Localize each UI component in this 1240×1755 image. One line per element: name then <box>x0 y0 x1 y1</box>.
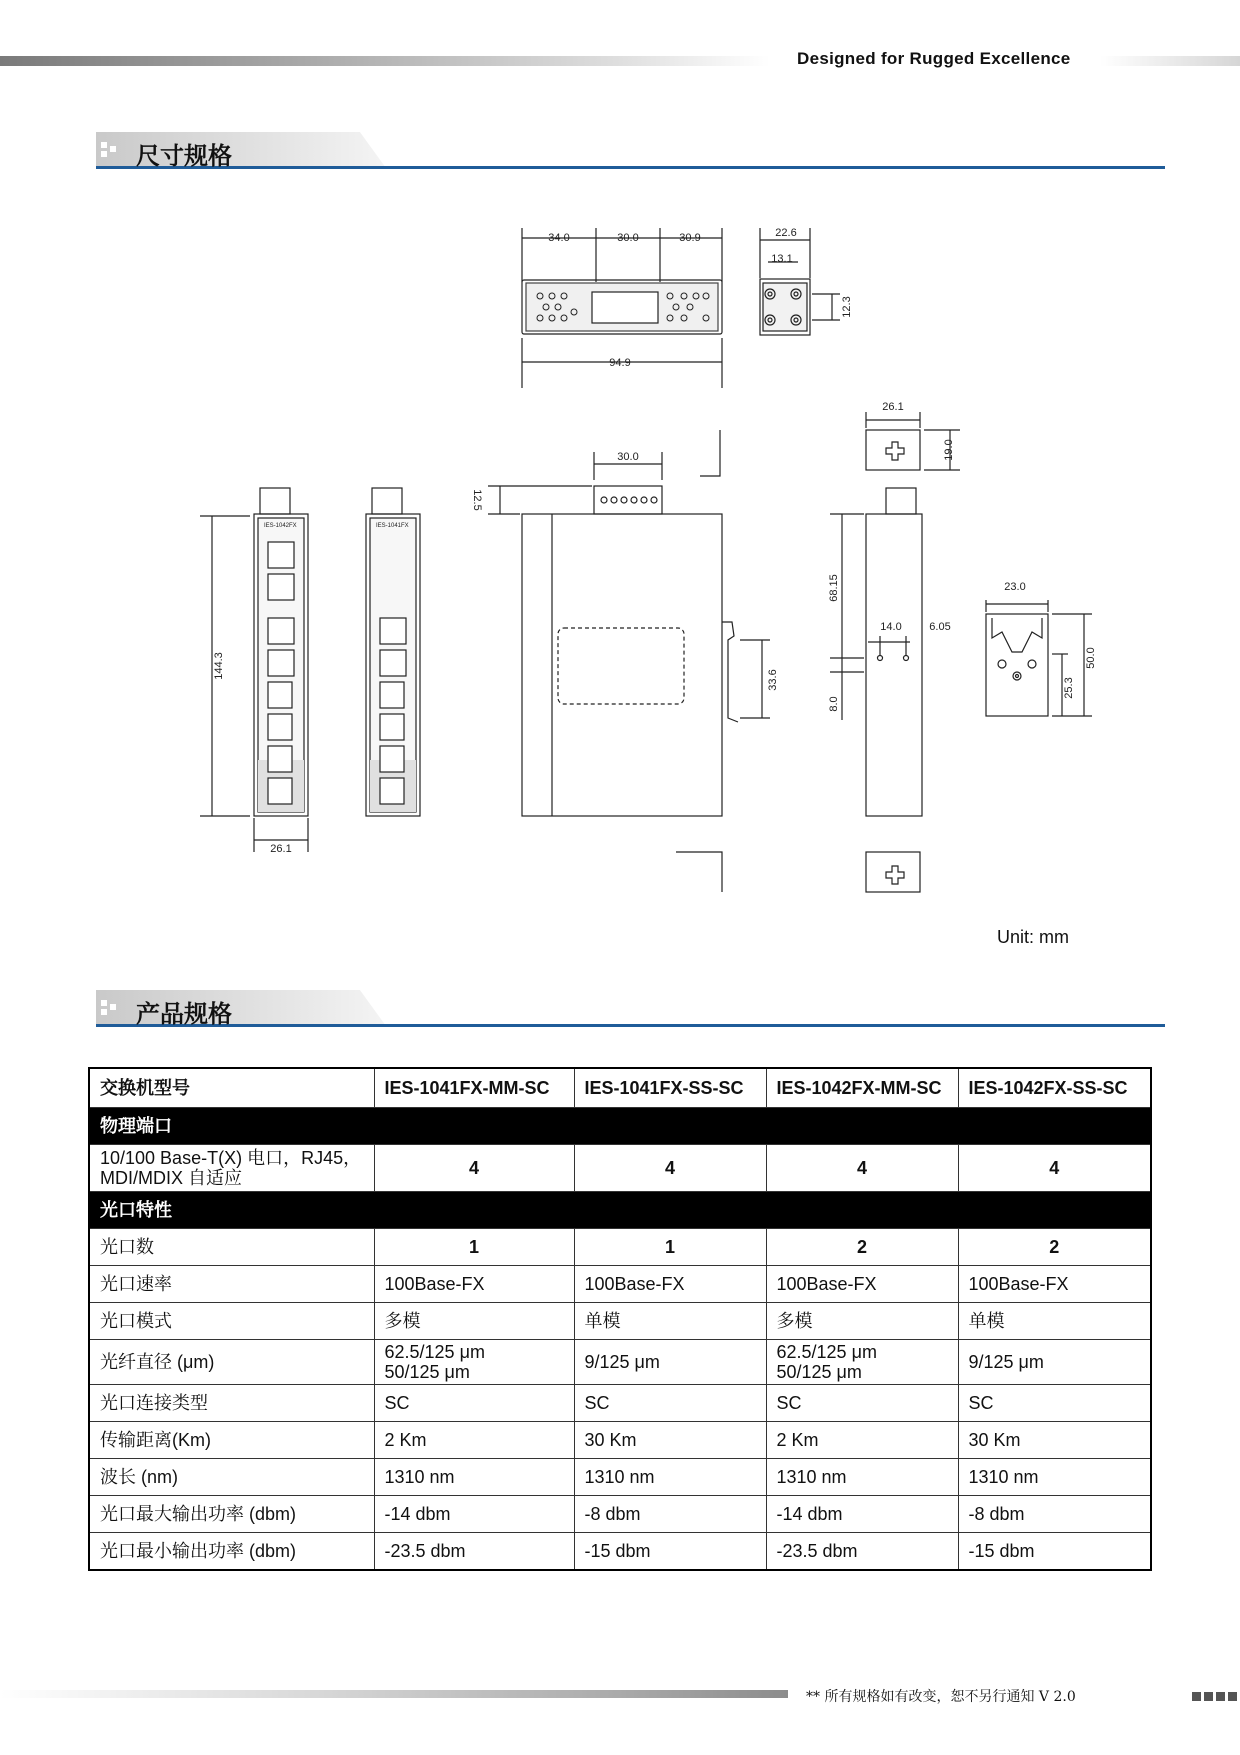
table-cell: 2 <box>958 1229 1151 1266</box>
dim-label: 12.5 <box>471 489 483 511</box>
row-label: 传输距离(Km) <box>89 1422 374 1459</box>
table-cell: 1 <box>574 1229 766 1266</box>
dim-label: 30.0 <box>617 232 639 244</box>
table-cell: 1310 nm <box>574 1459 766 1496</box>
table-cell: 4 <box>766 1145 958 1192</box>
cell-line: 50/125 μm <box>776 1362 862 1382</box>
dim-label: 94.9 <box>609 357 631 369</box>
table-cell: 9/125 μm <box>574 1340 766 1385</box>
model-label: IES-1041FX <box>376 523 409 529</box>
table-cell: 100Base-FX <box>574 1266 766 1303</box>
table-row <box>89 1266 1151 1303</box>
dim-label: 14.0 <box>880 621 902 633</box>
dim-label: 23.0 <box>1004 581 1026 593</box>
table-cell: -8 dbm <box>958 1496 1151 1533</box>
table-cell: SC <box>766 1385 958 1422</box>
header-cell: IES-1041FX-SS-SC <box>574 1068 766 1108</box>
group-label: 物理端口 <box>89 1108 1151 1145</box>
table-cell: -14 dbm <box>766 1496 958 1533</box>
table-cell: -8 dbm <box>574 1496 766 1533</box>
dim-label: 50.0 <box>1085 647 1097 669</box>
dim-label: 6.05 <box>929 621 951 633</box>
table-cell: 4 <box>574 1145 766 1192</box>
table-cell: 9/125 μm <box>958 1340 1151 1385</box>
dim-label: 19.0 <box>943 439 955 461</box>
table-cell: SC <box>374 1385 574 1422</box>
row-label: 光口数 <box>89 1229 374 1266</box>
table-cell: 4 <box>958 1145 1151 1192</box>
cell-line: 62.5/125 μm <box>776 1342 877 1362</box>
tagline: Designed for Rugged Excellence <box>797 49 1071 68</box>
table-cell: 100Base-FX <box>766 1266 958 1303</box>
cell-line: 50/125 μm <box>384 1362 470 1382</box>
row-label-line: MDI/MDIX 自适应 <box>100 1168 242 1188</box>
table-cell: 2 <box>766 1229 958 1266</box>
table-row <box>89 1303 1151 1340</box>
dim-label: 25.3 <box>1063 677 1075 699</box>
table-cell: -15 dbm <box>958 1533 1151 1571</box>
model-label: IES-1042FX <box>264 523 297 529</box>
row-label: 光口模式 <box>89 1303 374 1340</box>
table-cell: 2 Km <box>766 1422 958 1459</box>
table-row <box>89 1533 1151 1571</box>
dim-label: 8.0 <box>828 696 840 712</box>
table-cell: 30 Km <box>958 1422 1151 1459</box>
table-header-row <box>89 1068 1151 1108</box>
table-row <box>89 1422 1151 1459</box>
table-cell <box>766 1340 958 1385</box>
unit-label: Unit: mm <box>997 927 1069 947</box>
section-underline <box>96 1024 1165 1027</box>
table-row <box>89 1385 1151 1422</box>
table-group-row <box>89 1192 1151 1229</box>
table-cell: -15 dbm <box>574 1533 766 1571</box>
section-bullet-icon <box>101 1000 117 1016</box>
table-cell: 4 <box>374 1145 574 1192</box>
table-cell: 1310 nm <box>958 1459 1151 1496</box>
section-title-specs: 产品规格 <box>136 1001 232 1028</box>
table-cell: 1 <box>374 1229 574 1266</box>
table-cell: 1310 nm <box>374 1459 574 1496</box>
table-row <box>89 1496 1151 1533</box>
spec-table <box>88 1067 1152 1571</box>
row-label-line: 10/100 Base-T(X) 电口，RJ45， <box>100 1148 362 1168</box>
dim-label: 68.15 <box>828 574 840 602</box>
header-cell: 交换机型号 <box>89 1068 374 1108</box>
row-label: 波长 (nm) <box>89 1459 374 1496</box>
table-cell <box>374 1340 574 1385</box>
table-cell: -14 dbm <box>374 1496 574 1533</box>
table-cell: 100Base-FX <box>374 1266 574 1303</box>
table-row <box>89 1229 1151 1266</box>
table-cell: SC <box>574 1385 766 1422</box>
table-row <box>89 1459 1151 1496</box>
table-group-row <box>89 1108 1151 1145</box>
row-label: 光口速率 <box>89 1266 374 1303</box>
cell-line: 62.5/125 μm <box>384 1342 485 1362</box>
table-cell: 单模 <box>958 1303 1151 1340</box>
footer-bar <box>0 1690 788 1698</box>
row-label: 光口连接类型 <box>89 1385 374 1422</box>
table-cell: 单模 <box>574 1303 766 1340</box>
dim-label: 26.1 <box>882 401 904 413</box>
table-cell: 2 Km <box>374 1422 574 1459</box>
dim-label: 30.0 <box>617 451 639 463</box>
row-label <box>89 1145 374 1192</box>
table-cell: 100Base-FX <box>958 1266 1151 1303</box>
row-label: 光口最小输出功率 (dbm) <box>89 1533 374 1571</box>
header-cell: IES-1042FX-MM-SC <box>766 1068 958 1108</box>
row-label: 光纤直径 (μm) <box>89 1340 374 1385</box>
header-cell: IES-1041FX-MM-SC <box>374 1068 574 1108</box>
table-row <box>89 1340 1151 1385</box>
dim-label: 26.1 <box>270 843 292 855</box>
table-cell: SC <box>958 1385 1151 1422</box>
dim-label: 144.3 <box>213 652 225 680</box>
table-cell: 多模 <box>766 1303 958 1340</box>
table-cell: -23.5 dbm <box>766 1533 958 1571</box>
dim-label: 13.1 <box>771 253 793 265</box>
footer-squares-decoration <box>1192 1688 1240 1706</box>
section-title-dimensions: 尺寸规格 <box>136 143 232 170</box>
table-cell: 30 Km <box>574 1422 766 1459</box>
table-cell: 多模 <box>374 1303 574 1340</box>
table-cell: -23.5 dbm <box>374 1533 574 1571</box>
group-label: 光口特性 <box>89 1192 1151 1229</box>
dim-label: 22.6 <box>775 227 797 239</box>
dim-label: 30.9 <box>679 232 701 244</box>
header-cell: IES-1042FX-SS-SC <box>958 1068 1151 1108</box>
dim-label: 12.3 <box>841 296 853 318</box>
dim-label: 33.6 <box>767 669 779 691</box>
row-label: 光口最大输出功率 (dbm) <box>89 1496 374 1533</box>
dim-label: 34.0 <box>548 232 570 244</box>
table-cell: 1310 nm <box>766 1459 958 1496</box>
table-row <box>89 1145 1151 1192</box>
footer-note: ** 所有规格如有改变，恕不另行通知 V 2.0 <box>806 1689 1076 1705</box>
